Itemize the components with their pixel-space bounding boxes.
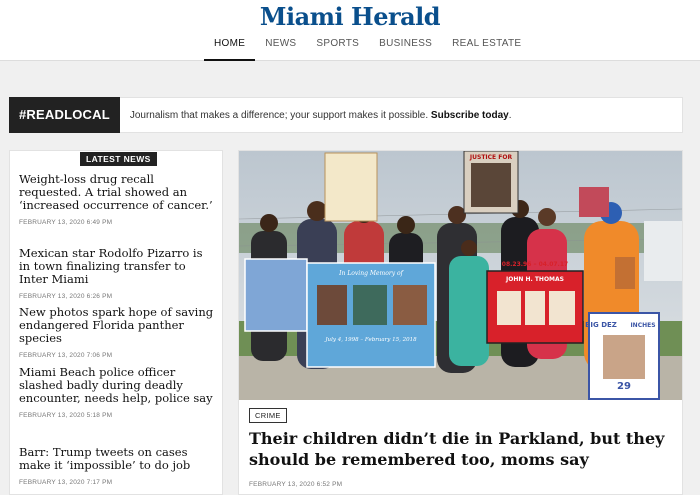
featured-date: FEBRUARY 13, 2020 6:52 PM <box>249 481 343 488</box>
sign-justice-text: JUSTICE FOR <box>469 154 513 161</box>
list-item <box>19 366 215 419</box>
site-header <box>0 0 700 61</box>
story-headline[interactable]: New photos spark hope of saving endangered Florida panther species <box>19 305 214 345</box>
story-headline[interactable]: Weight-loss drug recall requested. A trial showed an ‘increased occurrence of cancer.’ <box>19 172 213 212</box>
featured-headline[interactable]: Their children didn’t die in Parkland, but they should be remembered too, moms say <box>249 429 665 469</box>
story-date: FEBRUARY 13, 2020 6:26 PM <box>19 293 113 300</box>
site-logo[interactable]: Miami Herald <box>259 2 441 31</box>
category-tag[interactable]: CRIME <box>249 408 287 423</box>
nav-home[interactable]: HOME <box>204 34 255 61</box>
promo-text: Journalism that makes a difference; your support makes it possible. <box>129 109 429 121</box>
list-item <box>19 173 215 226</box>
readlocal-promo <box>9 97 683 133</box>
story-date: FEBRUARY 13, 2020 6:49 PM <box>19 219 113 226</box>
story-headline[interactable]: Barr: Trump tweets on cases make it ‘impossible’ to do job <box>19 445 191 472</box>
nav-news[interactable]: NEWS <box>265 38 297 49</box>
subscribe-link[interactable]: Subscribe today <box>430 109 509 121</box>
latest-news-panel <box>9 150 223 495</box>
story-date: FEBRUARY 13, 2020 7:06 PM <box>19 352 113 359</box>
main-nav <box>204 34 531 61</box>
list-item <box>19 306 215 359</box>
story-date: FEBRUARY 13, 2020 5:18 PM <box>19 412 113 419</box>
sign-number-text: 29 <box>617 381 631 392</box>
sign-name-text: JOHN H. THOMAS <box>505 276 565 283</box>
featured-photo[interactable] <box>239 151 682 400</box>
sign-bigdez-text: BIG DEZ <box>585 321 617 329</box>
banner-memory-text: In Loving Memory of <box>339 270 403 277</box>
readlocal-tag: #READLOCAL <box>9 97 120 133</box>
latest-news-label: LATEST NEWS <box>80 152 157 166</box>
story-headline[interactable]: Miami Beach police officer slashed badly during deadly encounter, needs help, police say <box>19 365 213 405</box>
list-item <box>19 247 215 300</box>
story-headline[interactable]: Mexican star Rodolfo Pizarro is in town finalizing transfer to Inter Miami <box>19 246 203 286</box>
sign-dates-text: 08.23.96 – 04.07.17 <box>501 261 569 268</box>
featured-story <box>238 150 683 495</box>
nav-real-estate[interactable]: REAL ESTATE <box>452 38 522 49</box>
story-date: FEBRUARY 13, 2020 7:17 PM <box>19 479 113 486</box>
promo-period: . <box>508 109 512 121</box>
nav-business[interactable]: BUSINESS <box>379 38 433 49</box>
list-item <box>19 446 215 486</box>
banner-dates-text: July 4, 1998 – February 15, 2018 <box>325 337 417 343</box>
nav-sports[interactable]: SPORTS <box>316 38 360 49</box>
sign-inches-text: INCHES <box>630 322 656 329</box>
promo-message <box>130 110 512 121</box>
